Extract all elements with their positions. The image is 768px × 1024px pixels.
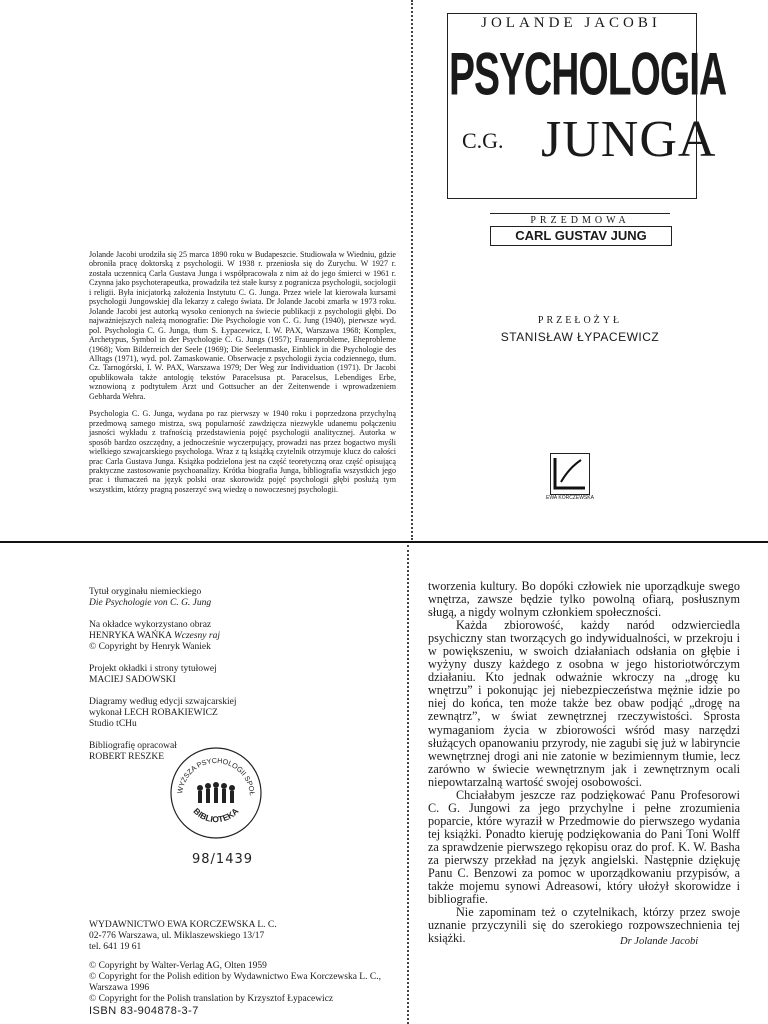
design-name: MACIEJ SADOWSKI bbox=[89, 675, 176, 685]
foreword-author: CARL GUSTAV JUNG bbox=[490, 226, 672, 246]
preface-paragraph-3: Chciałabym jeszcze raz podziękować Panu Profesorowi C. G. Jungowi za jego przychylne i pełne zrozumienia poparcie, które wyraził w Przedmowie do pierwszego wydania tej książki. Ponadto kieruję podziękowania do Pani Toni Wolff za sprawdzenie pierwszego rękopisu oraz do prof. K. W. Basha za pierwszy przekład na język angielski. Następnie dziękuję Panu C. Benzowi za pomoc w uporządkowaniu przypisów, a także mojemu synowi Adreasowi, który ułożył skorowidze i bibliografie. bbox=[428, 787, 740, 907]
isbn: ISBN 83-904878-3-7 bbox=[89, 1005, 199, 1017]
translator-name: STANISŁAW ŁYPACEWICZ bbox=[500, 330, 660, 344]
cover-label: Na okładce wykorzystano obraz bbox=[89, 620, 212, 630]
title-initials: C.G. bbox=[462, 128, 504, 153]
stamp-figures-icon bbox=[197, 782, 235, 803]
stamp-text: WYŻSZA PSYCHOLOGII SPOŁ bbox=[175, 755, 258, 797]
bio-paragraph-2: Psychologia C. G. Junga, wydana po raz pierwszy w 1940 roku i poprzedzona przychylną przedmową samego mistrza, swą popularność zawdzięcza niezwykle udanemu połączeniu jasności wykładu z trafnością przedstawienia pojęć psychologii analitycznej. Autorka w sposób bardzo oszczędny, a jednocześnie wyczerpujący, prowadzi nas przez bogactwo myśli wielkiego szwajcarskiego psychologa. Wraz z tą książką czytelnik otrzymuje klucz do całości prac Carla Gustava Junga. Książka podzielona jest na część teoretyczną oraz część opisującą praktyczne zastosowanie psychoanalizy. Krótka biografia Junga, bibliografia wszystkich jego prac i tłumaczeń na język polski oraz skorowidz pojęć psychologii głębi posłużą tym wszystkim, którzy pragną poszerzyć swą wiedzę o nowoczesnej psychologii. bbox=[89, 409, 396, 494]
diagrams-studio: Studio tCHu bbox=[89, 719, 137, 729]
biblio-name: ROBERT RESZKE bbox=[89, 752, 164, 762]
title-junga: JUNGA bbox=[541, 111, 717, 168]
design-label: Projekt okładki i strony tytułowej bbox=[89, 664, 217, 674]
cover-copyright: © Copyright by Henryk Waniek bbox=[89, 642, 211, 652]
copyright-3: © Copyright for the Polish translation by Krzysztof Łypacewicz bbox=[89, 994, 334, 1004]
diagrams-by: wykonał LECH ROBAKIEWICZ bbox=[89, 708, 218, 718]
svg-text:BIBLIOTEKA bbox=[192, 806, 241, 824]
orig-title-label: Tytuł oryginału niemieckiego bbox=[89, 587, 202, 597]
publisher-block bbox=[89, 920, 419, 1017]
handwritten-number: 98/1439 bbox=[192, 852, 254, 867]
publisher-address: 02-776 Warszawa, ul. Miklaszewskiego 13/17 bbox=[89, 931, 265, 941]
stamp-bottom: BIBLIOTEKA bbox=[191, 805, 241, 825]
biblio-label: Bibliografię opracował bbox=[89, 741, 177, 751]
author-bio bbox=[89, 250, 396, 494]
preface-text bbox=[428, 580, 740, 945]
diagrams-label: Diagramy według edycji szwajcarskiej bbox=[89, 697, 237, 707]
publisher-logo-icon bbox=[550, 453, 590, 495]
publisher-tel: tel. 641 19 61 bbox=[89, 942, 142, 952]
page-divider bbox=[0, 541, 768, 543]
preface-paragraph-4: Nie zapominam też o czytelnikach, którzy przez swoje uznanie przyczynili się do szerokiego rozpowszechnienia tej książki. bbox=[428, 905, 740, 946]
library-stamp bbox=[168, 745, 264, 841]
gutter-line-top bbox=[411, 0, 414, 540]
preface-paragraph-2: Każda zbiorowość, każdy naród odzwierciedla psychiczny stan tworzących go indywidualności, w przekroju i w powiększeniu, w swoich działaniach odsłania on głębie i wyżyny duszy każdego z osobna w jego historiotwórczym działaniu. Kto jednak odważnie wkroczy na „drogę ku wnętrzu” i pokonując jej niebezpieczeństwa mężnie idzie po niej do końca, ten może także bez obaw podjąć „drogę na zewnątrz”, w świat zewnętrznej rzeczywistości. Sprosta wymaganiom życia w zbiorowości wśród masy narzędzi służących opanowaniu przyrody, nie zagubi się już w labiryncie wewnętrznej drogi ani nie zatonie w bezimiennym tłumie, lecz zarówno w świecie wewnętrznym jak i zewnętrznym ocali niepowtarzalną wartość swojej osobowości. bbox=[428, 618, 740, 789]
cover-painting: Wczesny raj bbox=[173, 631, 220, 641]
title-main: PSYCHOLOGIA bbox=[449, 41, 727, 109]
preface-paragraph-1: tworzenia kultury. Bo dopóki człowiek nie uporządkuje swego wnętrza, zawsze będzie tylko powolną ofiarą, posłusznym sługą, a nigdy wolnym członkiem społeczności. bbox=[428, 579, 740, 620]
author-name: JOLANDE JACOBI bbox=[481, 15, 661, 31]
svg-text:SZKOŁA WYŻSZA PSYCHOLOGII SPOŁ bbox=[168, 745, 257, 796]
publisher-name: WYDAWNICTWO EWA KORCZEWSKA L. C. bbox=[89, 920, 277, 930]
foreword-label: PRZEDMOWA bbox=[490, 213, 670, 226]
translated-label: PRZEŁOŻYŁ bbox=[537, 315, 623, 326]
signature: Dr Jolande Jacobi bbox=[620, 936, 699, 947]
orig-title: Die Psychologie von C. G. Jung bbox=[89, 598, 212, 608]
publisher-logo-text: EWA KORCZEWSKA bbox=[546, 495, 594, 501]
copyright-2: © Copyright for the Polish edition by Wydawnictwo Ewa Korczewska L. C., Warszawa 1996 bbox=[89, 972, 381, 993]
copyright-1: © Copyright by Walter-Verlag AG, Olten 1959 bbox=[89, 961, 267, 971]
cover-painter: HENRYKA WAŃKA bbox=[89, 631, 172, 641]
bio-paragraph-1: Jolande Jacobi urodziła się 25 marca 1890 roku w Budapeszcie. Studiowała w Wiedniu, gdzie obroniła pracę doktorską z psychologii. W 1938 r. przeniosła się do Zurychu. W 1927 r. została uczennicą Carla Gustava Junga i współpracowała z nim aż do jego śmierci w 1961 r. Czynna jako psychoterapeutka, prowadziła też stałe kursy z pogranicza psychologii, socjologii i religii. Była inicjatorką założenia Instytutu C. G. Junga. Przez wiele lat kierowała kursami psychologii Jungowskiej dla lekarzy z całego świata. Dr Jolande Jacobi zmarła w 1973 roku. Jolande Jacobi jest autorką wysoko cenionych na świecie publikacji z psychologii głębi. Do najważniejszych należą monografie: Die Psychologie von C. G. Jung (1940), pierwsze wyd. pol. Psychologia C. G. Junga, tłum S. Łypacewicz, I. W. PAX, Warszawa 1968; Komplex, Archetypus, Symbol in der Psychologie C. G. Jungs (1957); Frauenprobleme, Eheprobleme (1968); Vom Bilderreich der Seele (1969); Die Seelenmaske, Einblick in die Psychologie des Alltags (1971), wyd. pol. Zamaskowanie. Obserwacje z psychologii życia codziennego, tłum. Cz. Tarnogórski, I. W. PAX, Warszawa 1979; Der Weg zur Individuation (1971). Dr Jacobi opublikowała także antologię tekstów Paracelsusa pt. Paracelsus, Lebendiges Erbe, wznowioną z podtytułem Arzt und Gottsucher an der Zeitenwende i wprowadzeniem Gebharda Wehra. bbox=[89, 250, 396, 401]
